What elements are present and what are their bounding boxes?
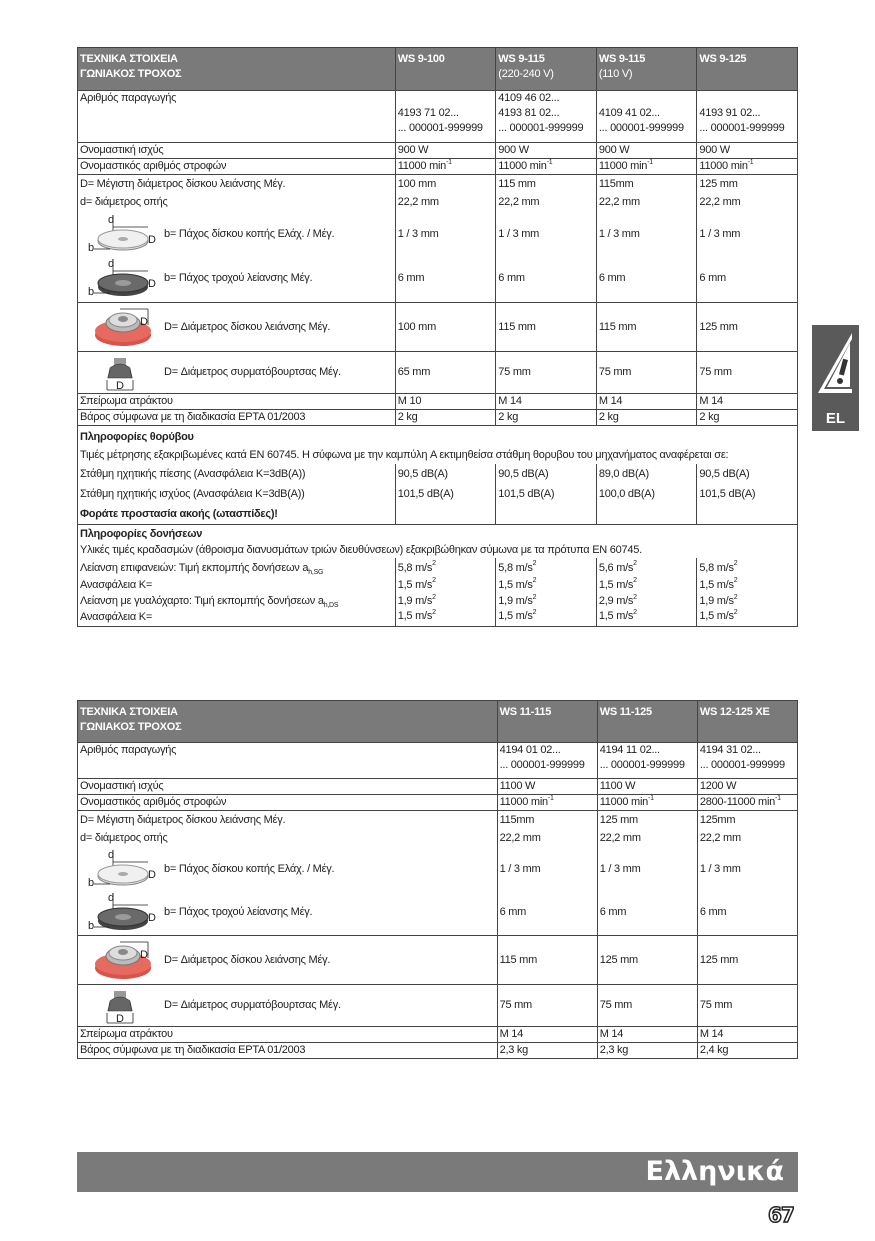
tech-data-table-1 xyxy=(77,47,798,627)
svg-text:D: D xyxy=(148,278,156,290)
thread-cell: M 14 xyxy=(597,1027,697,1043)
table-header-row xyxy=(78,701,798,743)
sound-power-cell: 101,5 dB(A) xyxy=(395,484,496,504)
language-label: Ελληνικά xyxy=(645,1156,784,1187)
brush-cell: 75 mm xyxy=(697,985,797,1027)
vibration-cell: 1,9 $m/s^2$ 1,5 $m/s^2$ xyxy=(496,594,597,627)
model-header: WS 11-125 xyxy=(597,701,697,743)
disc-dimensions-cell: 115mm 22,2 mm 1 / 3 mm 6 mm xyxy=(497,811,597,936)
sanding-cell: 115 mm xyxy=(497,936,597,985)
row-label: Ανασφάλεια K= xyxy=(80,579,153,592)
model-header: WS 9-115 (110 V) xyxy=(596,48,697,91)
weight-cell: 2 kg xyxy=(697,410,798,426)
row-label: Στάθμη ηχητικής πίεσης (Ανασφάλεια K=3dB(A)) xyxy=(78,464,396,484)
svg-text:D: D xyxy=(140,316,148,328)
model-header: WS 9-100 xyxy=(395,48,496,91)
svg-text:D: D xyxy=(148,869,156,881)
speed-cell: 11000 $\min^{-1}$ xyxy=(697,159,798,175)
brush-cell: 65 mm xyxy=(395,352,496,394)
sanding-disc-row xyxy=(78,936,798,985)
svg-text:b: b xyxy=(88,920,94,932)
wire-brush-item: D D= Διάμετρος συρματόβουρτσας Μέγ. xyxy=(80,354,393,392)
speed-cell: 11000 $\min^{-1}$ xyxy=(597,795,697,811)
product-number-cell: 4193 91 02... ... 000001-999999 xyxy=(697,91,798,143)
cutting-disc-item: d D b b= Πάχος δίσκου κοπής Ελάχ. / Μέγ. xyxy=(80,847,495,891)
thread-cell: M 14 xyxy=(596,394,697,410)
speed-row xyxy=(78,159,798,175)
disc-dimensions-cell: 125mm 22,2 mm 1 / 3 mm 6 mm xyxy=(697,811,797,936)
model-header: WS 9-125 xyxy=(697,48,798,91)
grinding-wheel-item: d D b b= Πάχος τροχού λείανσης Μέγ. xyxy=(80,257,393,299)
row-label: Ονομαστική ισχύς xyxy=(78,143,396,159)
weight-row xyxy=(78,1043,798,1059)
sanding-cell: 100 mm xyxy=(395,303,496,352)
wire-brush-icon xyxy=(80,354,158,392)
speed-row xyxy=(78,795,798,811)
power-row xyxy=(78,143,798,159)
disc-dimensions-row xyxy=(78,811,798,936)
svg-text:d: d xyxy=(108,258,114,270)
speed-cell: 11000 $\min^{-1}$ xyxy=(496,159,597,175)
row-label: Βάρος σύμφωνα με τη διαδικασία EPTA 01/2003 xyxy=(78,1043,498,1059)
vibration-cell: 1,9 $m/s^2$ 1,5 $m/s^2$ xyxy=(395,594,496,627)
thread-cell: M 10 xyxy=(395,394,496,410)
cutting-disc-icon xyxy=(80,213,158,255)
sanding-disc-icon xyxy=(80,305,158,349)
pressure-cell: 90,5 dB(A) xyxy=(395,464,496,484)
sound-power-cell: 100,0 dB(A) xyxy=(596,484,697,504)
vibration-cell: 5,8 $m/s^2$ 1,5 $m/s^2$ xyxy=(496,558,597,594)
weight-cell: 2,3 kg xyxy=(497,1043,597,1059)
warning-icon xyxy=(812,325,859,405)
table-title: ΤΕΧΝΙΚΑ ΣΤΟΙΧΕΙΑ ΓΩΝΙΑΚΟΣ ΤΡΟΧΟΣ xyxy=(78,701,498,743)
pressure-cell: 90,5 dB(A) xyxy=(697,464,798,484)
product-number-cell: 4109 46 02... 4193 81 02... ... 000001-999999 xyxy=(496,91,597,143)
page-number: 67 xyxy=(768,1203,794,1227)
weight-cell: 2,4 kg xyxy=(697,1043,797,1059)
weight-cell: 2,3 kg xyxy=(597,1043,697,1059)
svg-text:D: D xyxy=(148,234,156,246)
sanding-disc-item: D D= Διάμετρος δίσκου λειάνσης Μέγ. xyxy=(80,938,495,982)
weight-cell: 2 kg xyxy=(496,410,597,426)
disc-dimensions-row xyxy=(78,175,798,303)
product-number-cell: 4194 31 02... ... 000001-999999 xyxy=(697,743,797,779)
ear-protection-row xyxy=(78,504,798,525)
power-cell: 900 W xyxy=(697,143,798,159)
svg-text:D: D xyxy=(116,1012,124,1025)
sanding-disc-icon xyxy=(80,938,158,982)
row-label: Ανασφάλεια K= xyxy=(80,611,153,624)
product-number-cell: 4194 11 02... ... 000001-999999 xyxy=(597,743,697,779)
sound-power-row xyxy=(78,484,798,504)
wire-brush-row xyxy=(78,985,798,1027)
speed-cell: 11000 $\min^{-1}$ xyxy=(395,159,496,175)
grinding-wheel-icon xyxy=(80,891,158,933)
speed-cell: 2800-11000 $\min^{-1}$ xyxy=(697,795,797,811)
sound-power-cell: 101,5 dB(A) xyxy=(496,484,597,504)
product-number-cell: 4194 01 02... ... 000001-999999 xyxy=(497,743,597,779)
grinding-wheel-item: d D b b= Πάχος τροχού λείανσης Μέγ. xyxy=(80,891,495,933)
vibration-cell: 5,8 $m/s^2$ 1,5 $m/s^2$ xyxy=(697,558,798,594)
language-code: EL xyxy=(825,410,846,427)
speed-cell: 11000 $\min^{-1}$ xyxy=(497,795,597,811)
row-label: Βάρος σύμφωνα με τη διαδικασία EPTA 01/2003 xyxy=(78,410,396,426)
thread-cell: M 14 xyxy=(697,1027,797,1043)
sanding-cell: 115 mm xyxy=(496,303,597,352)
row-label: Ονομαστική ισχύς xyxy=(78,779,498,795)
thread-row xyxy=(78,1027,798,1043)
svg-text:d: d xyxy=(108,214,114,226)
section-title: Πληροφορίες δονήσεων xyxy=(80,528,203,540)
sanding-cell: 125 mm xyxy=(697,936,797,985)
brush-cell: 75 mm xyxy=(497,985,597,1027)
tech-data-table-2 xyxy=(77,700,798,1059)
svg-text:b: b xyxy=(88,286,94,298)
section-text: Τιμές μέτρησης εξακριβωμένες κατά EN 60745. Η σύφωνα με την καμπύλη A εκτιμηθείσα στάθμη θορυβου του μηχανήματος αναφέρεται σε: xyxy=(80,449,729,461)
sound-power-cell: 101,5 dB(A) xyxy=(697,484,798,504)
brush-cell: 75 mm xyxy=(597,985,697,1027)
row-label: Ονομαστικός αριθμός στροφών xyxy=(78,795,498,811)
cutting-disc-item: d D b b= Πάχος δίσκου κοπής Ελάχ. / Μέγ. xyxy=(80,211,393,257)
disc-dimensions-labels: D= Μέγιστη διάμετρος δίσκου λειάνσης Μέγ. d= διάμετρος οπής d D b b= Πάχος δίσκου κοπής Ελάχ. / Μέγ. d D b b= Πάχος τροχού λείανσης Μέγ. xyxy=(78,175,396,303)
product-number-cell: 4193 71 02... ... 000001-999999 xyxy=(395,91,496,143)
row-label: Σπείρωμα ατράκτου xyxy=(78,394,396,410)
thread-cell: M 14 xyxy=(697,394,798,410)
sound-pressure-row xyxy=(78,464,798,484)
disc-dimensions-cell: 125 mm 22,2 mm 1 / 3 mm 6 mm xyxy=(697,175,798,303)
product-number-row xyxy=(78,91,798,143)
model-header: WS 11-115 xyxy=(497,701,597,743)
brush-cell: 75 mm xyxy=(496,352,597,394)
noise-section-header xyxy=(78,426,798,465)
section-text: Υλικές τιμές κραδασμών (άθροισμα διανυσμάτων τριών διευθύνσεων) εξακριβώθηκαν σύμωνα με τα πρότυπα EN 60745. xyxy=(80,544,642,556)
power-cell: 900 W xyxy=(395,143,496,159)
speed-cell: 11000 $\min^{-1}$ xyxy=(596,159,697,175)
row-label: Λείανση με γυαλόχαρτο: Τιμή εκπομπής δονήσεων $a_{h,DS}$ xyxy=(80,595,339,610)
language-footer-bar xyxy=(77,1152,798,1192)
power-cell: 1200 W xyxy=(697,779,797,795)
surface-grinding-row xyxy=(78,558,798,594)
sanding-cell: 125 mm xyxy=(697,303,798,352)
weight-cell: 2 kg xyxy=(596,410,697,426)
table-header-row xyxy=(78,48,798,91)
row-label: Λείανση επιφανειών: Τιμή εκπομπής δονήσεων $a_{h,SG}$ xyxy=(80,562,324,577)
power-row xyxy=(78,779,798,795)
row-label: Αριθμός παραγωγής xyxy=(78,91,396,143)
svg-text:D: D xyxy=(148,912,156,924)
power-cell: 900 W xyxy=(596,143,697,159)
vibration-cell: 1,9 $m/s^2$ 1,5 $m/s^2$ xyxy=(697,594,798,627)
disc-dimensions-cell: 115mm 22,2 mm 1 / 3 mm 6 mm xyxy=(596,175,697,303)
row-label: Στάθμη ηχητικής ισχύος (Ανασφάλεια K=3dB(A)) xyxy=(78,484,396,504)
product-number-row xyxy=(78,743,798,779)
disc-dimensions-cell: 115 mm 22,2 mm 1 / 3 mm 6 mm xyxy=(496,175,597,303)
thread-cell: M 14 xyxy=(496,394,597,410)
sanding-disc-row xyxy=(78,303,798,352)
power-cell: 1100 W xyxy=(597,779,697,795)
brush-cell: 75 mm xyxy=(697,352,798,394)
power-cell: 1100 W xyxy=(497,779,597,795)
svg-text:b: b xyxy=(88,242,94,254)
svg-text:d: d xyxy=(108,849,114,861)
model-header: WS 9-115 (220-240 V) xyxy=(496,48,597,91)
row-label: Αριθμός παραγωγής xyxy=(78,743,498,779)
power-cell: 900 W xyxy=(496,143,597,159)
sanding-cell: 125 mm xyxy=(597,936,697,985)
disc-dimensions-cell: 125 mm 22,2 mm 1 / 3 mm 6 mm xyxy=(597,811,697,936)
product-number-cell: 4109 41 02... ... 000001-999999 xyxy=(596,91,697,143)
wire-brush-row xyxy=(78,352,798,394)
svg-text:D: D xyxy=(116,379,124,392)
row-label: Ονομαστικός αριθμός στροφών xyxy=(78,159,396,175)
vibration-cell: 5,6 $m/s^2$ 1,5 $m/s^2$ xyxy=(596,558,697,594)
language-side-tab xyxy=(812,325,859,431)
row-label: Σπείρωμα ατράκτου xyxy=(78,1027,498,1043)
pressure-cell: 89,0 dB(A) xyxy=(596,464,697,484)
vibration-cell: 5,8 $m/s^2$ 1,5 $m/s^2$ xyxy=(395,558,496,594)
wire-brush-icon xyxy=(80,987,158,1025)
ear-protection-note: Φοράτε προστασία ακοής (ωτασπίδες)! xyxy=(78,504,396,525)
cutting-disc-icon xyxy=(80,848,158,890)
disc-sanding-row xyxy=(78,594,798,627)
grinding-wheel-icon xyxy=(80,257,158,299)
weight-row xyxy=(78,410,798,426)
disc-dimensions-labels: D= Μέγιστη διάμετρος δίσκου λειάνσης Μέγ. d= διάμετρος οπής d D b b= Πάχος δίσκου κοπής Ελάχ. / Μέγ. d D b b= Πάχος τροχού λείανσης Μέγ. xyxy=(78,811,498,936)
vibration-section-header xyxy=(78,525,798,559)
brush-cell: 75 mm xyxy=(596,352,697,394)
thread-row xyxy=(78,394,798,410)
weight-cell: 2 kg xyxy=(395,410,496,426)
sanding-disc-item: D D= Διάμετρος δίσκου λειάνσης Μέγ. xyxy=(80,305,393,349)
vibration-cell: 2,9 $m/s^2$ 1,5 $m/s^2$ xyxy=(596,594,697,627)
svg-text:b: b xyxy=(88,877,94,889)
section-title: Πληροφορίες θορύβου xyxy=(80,431,194,443)
model-header: WS 12-125 XE xyxy=(697,701,797,743)
disc-dimensions-cell: 100 mm 22,2 mm 1 / 3 mm 6 mm xyxy=(395,175,496,303)
thread-cell: M 14 xyxy=(497,1027,597,1043)
table-title: ΤΕΧΝΙΚΑ ΣΤΟΙΧΕΙΑ ΓΩΝΙΑΚΟΣ ΤΡΟΧΟΣ xyxy=(78,48,396,91)
sanding-cell: 115 mm xyxy=(596,303,697,352)
svg-text:D: D xyxy=(140,949,148,961)
svg-text:d: d xyxy=(108,892,114,904)
wire-brush-item: D D= Διάμετρος συρματόβουρτσας Μέγ. xyxy=(80,987,495,1025)
pressure-cell: 90,5 dB(A) xyxy=(496,464,597,484)
